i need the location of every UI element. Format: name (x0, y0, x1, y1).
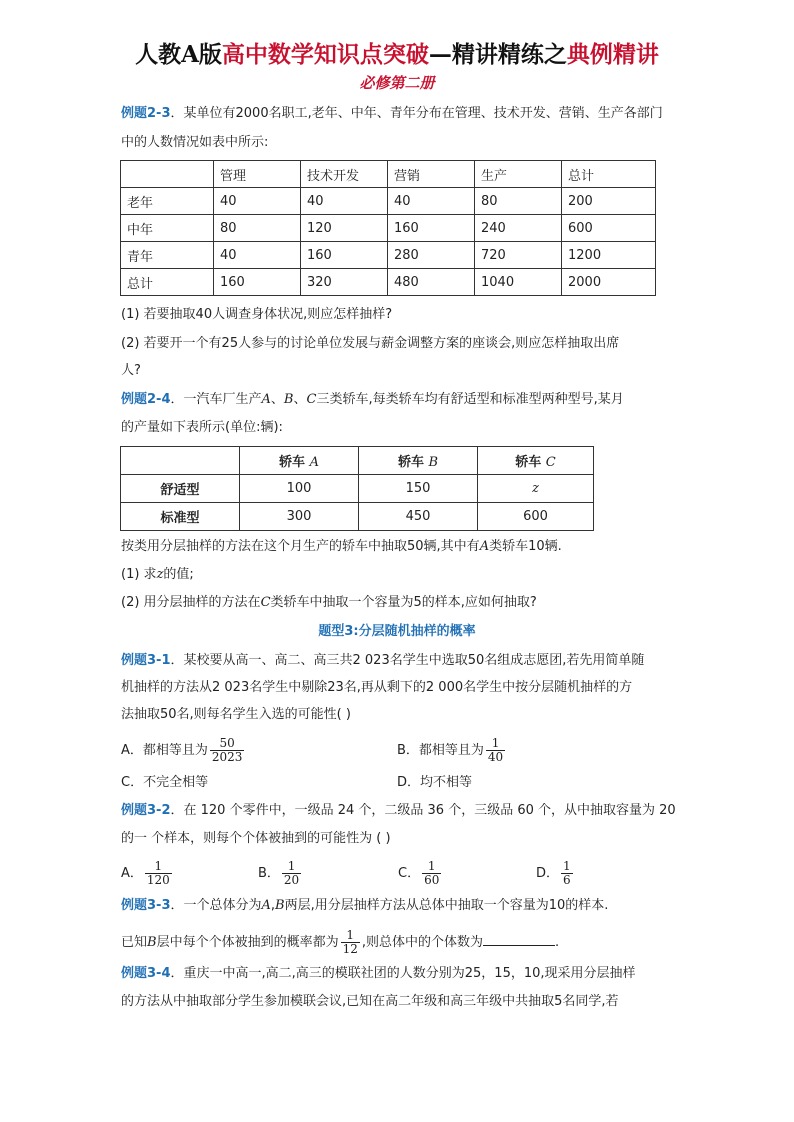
table-cell: 600 (562, 215, 656, 242)
table-cell: 320 (301, 269, 388, 296)
table-cell: 80 (475, 188, 562, 215)
table-row (121, 475, 594, 503)
ex23-q2a: (2) 若要开一个有25人参与的讨论单位发展与薪金调整方案的座谈会,则应怎样抽取出席 (121, 336, 620, 351)
ex23-q1: (1) 若要抽取40人调查身体状况,则应怎样抽样? (121, 307, 393, 322)
ex23-label: 例题2-3 (121, 106, 171, 121)
ex23-table (120, 160, 656, 296)
table-cell: 450 (359, 503, 478, 531)
ex24-table (120, 446, 594, 531)
table-cell: 40 (388, 188, 475, 215)
table-cell: 1040 (475, 269, 562, 296)
table-cell: 160 (388, 215, 475, 242)
table-cell: 120 (301, 215, 388, 242)
ex31-line3: 法抽取50名,则每名学生入选的可能性( ) (121, 707, 351, 722)
table-cell: 2000 (562, 269, 656, 296)
section-title: 题型3:分层随机抽样的概率 (318, 624, 476, 639)
table-cell: 160 (301, 242, 388, 269)
fraction: $\frac{1}{120}$ (146, 859, 170, 887)
ex31-line1: 例题3-1．某校要从高一、高二、高三共2 023名学生中选取50名组成志愿团,若先用简单随 (121, 653, 645, 668)
table-cell: 40 (301, 188, 388, 215)
ex24-line1: 例题2-4．一汽车厂生产A、B、C三类轿车,每类轿车均有舒适型和标准型两种型号,某月 (121, 392, 624, 407)
table-cell: 青年 (121, 242, 214, 269)
ex32-label: 例题3-2 (121, 803, 171, 818)
table-cell: z (478, 475, 594, 503)
ex24-label: 例题2-4 (121, 392, 171, 407)
table-row (121, 215, 656, 242)
ex24-line3: 按类用分层抽样的方法在这个月生产的轿车中抽取50辆,其中有A类轿车10辆. (121, 539, 562, 554)
ex23-q2b: 人? (121, 363, 141, 378)
ex24-line2: 的产量如下表所示(单位:辆): (121, 420, 283, 435)
ex31-option-b: B．都相等且为 $\frac{1}{40}$ (397, 736, 504, 764)
fraction: $\frac{1}{12}$ (342, 928, 358, 956)
table-cell: 总计 (121, 269, 214, 296)
title-prefix: 人教A版 (135, 41, 222, 68)
table-cell: 40 (214, 188, 301, 215)
ex31-option-d: D．均不相等 (397, 775, 473, 790)
table-cell: 技术开发 (301, 161, 388, 188)
ex31-line2: 机抽样的方法从2 023名学生中剔除23名,再从剩下的2 000名学生中按分层随机抽样的方 (121, 680, 633, 695)
table-row (121, 188, 656, 215)
ex23-line1: 例题2-3．某单位有2000名职工,老年、中年、青年分布在管理、技术开发、营销、生产各部门 (121, 106, 663, 121)
table-cell: 40 (214, 242, 301, 269)
table-cell: 720 (475, 242, 562, 269)
answer-blank (483, 931, 555, 946)
ex32-option-a: A． $\frac{1}{120}$ (121, 859, 170, 887)
table-cell: 管理 (214, 161, 301, 188)
ex32-option-b: B． $\frac{1}{20}$ (258, 859, 300, 887)
table-cell: 160 (214, 269, 301, 296)
table-cell: 营销 (388, 161, 475, 188)
ex31-option-a: A．都相等且为 $\frac{50}{2023}$ (121, 736, 243, 764)
table-cell (121, 161, 214, 188)
table-cell: 300 (240, 503, 359, 531)
ex34-label: 例题3-4 (121, 966, 171, 981)
fraction: $\frac{50}{2023}$ (211, 736, 243, 764)
ex32-option-c: C． $\frac{1}{60}$ (398, 859, 440, 887)
ex31-option-c: C．不完全相等 (121, 775, 209, 790)
table-cell: 80 (214, 215, 301, 242)
fraction: $\frac{1}{20}$ (283, 859, 300, 887)
ex33-line2: 已知B层中每个个体被抽到的概率都为 $\frac{1}{12}$ ,则总体中的个体数为 . (121, 928, 560, 956)
table-cell: 生产 (475, 161, 562, 188)
table-header-row (121, 447, 594, 475)
title-red2: 典例精讲 (566, 41, 659, 68)
ex33-label: 例题3-3 (121, 898, 171, 913)
table-cell: 轿车 B (359, 447, 478, 475)
fraction: $\frac{1}{6}$ (563, 859, 571, 887)
table-cell: 轿车 C (478, 447, 594, 475)
title-red: 高中数学知识点突破 (221, 41, 429, 68)
page-title (0, 38, 794, 72)
ex33-line1: 例题3-3．一个总体分为A,B两层,用分层抽样方法从总体中抽取一个容量为10的样本. (121, 898, 609, 913)
fraction: $\frac{1}{40}$ (487, 736, 504, 764)
table-row (121, 503, 594, 531)
table-cell: 600 (478, 503, 594, 531)
table-cell: 150 (359, 475, 478, 503)
table-cell: 中年 (121, 215, 214, 242)
table-row (121, 242, 656, 269)
ex24-q1: (1) 求z的值; (121, 567, 194, 582)
ex31-label: 例题3-1 (121, 653, 171, 668)
table-row (121, 269, 656, 296)
ex32-line2: 的一 个样本，则每个个体被抽到的可能性为 ( ) (121, 831, 391, 846)
table-cell: 标准型 (121, 503, 240, 531)
table-cell: 老年 (121, 188, 214, 215)
table-cell: 240 (475, 215, 562, 242)
ex34-line2: 的方法从中抽取部分学生参加模联会议,已知在高二年级和高三年级中共抽取5名同学,若 (121, 994, 619, 1009)
table-cell: 100 (240, 475, 359, 503)
title-mid: —精讲精练之 (428, 41, 567, 68)
fraction: $\frac{1}{60}$ (424, 859, 440, 887)
table-cell: 轿车 A (240, 447, 359, 475)
ex32-line1: 例题3-2．在 120 个零件中，一级品 24 个，二级品 36 个，三级品 60 个，从中抽取容量为 20 (121, 803, 676, 818)
table-cell: 280 (388, 242, 475, 269)
table-cell (121, 447, 240, 475)
page-subtitle: 必修第二册 (359, 74, 435, 92)
table-cell: 200 (562, 188, 656, 215)
table-cell: 舒适型 (121, 475, 240, 503)
table-header-row (121, 161, 656, 188)
table-cell: 480 (388, 269, 475, 296)
table-cell: 1200 (562, 242, 656, 269)
ex24-q2: (2) 用分层抽样的方法在C类轿车中抽取一个容量为5的样本,应如何抽取? (121, 595, 537, 610)
table-cell: 总计 (562, 161, 656, 188)
ex32-option-d: D． $\frac{1}{6}$ (536, 859, 571, 887)
ex34-line1: 例题3-4．重庆一中高一,高二,高三的模联社团的人数分别为25，15，10,现采用分层抽样 (121, 966, 636, 981)
ex23-line2: 中的人数情况如表中所示: (121, 135, 269, 150)
